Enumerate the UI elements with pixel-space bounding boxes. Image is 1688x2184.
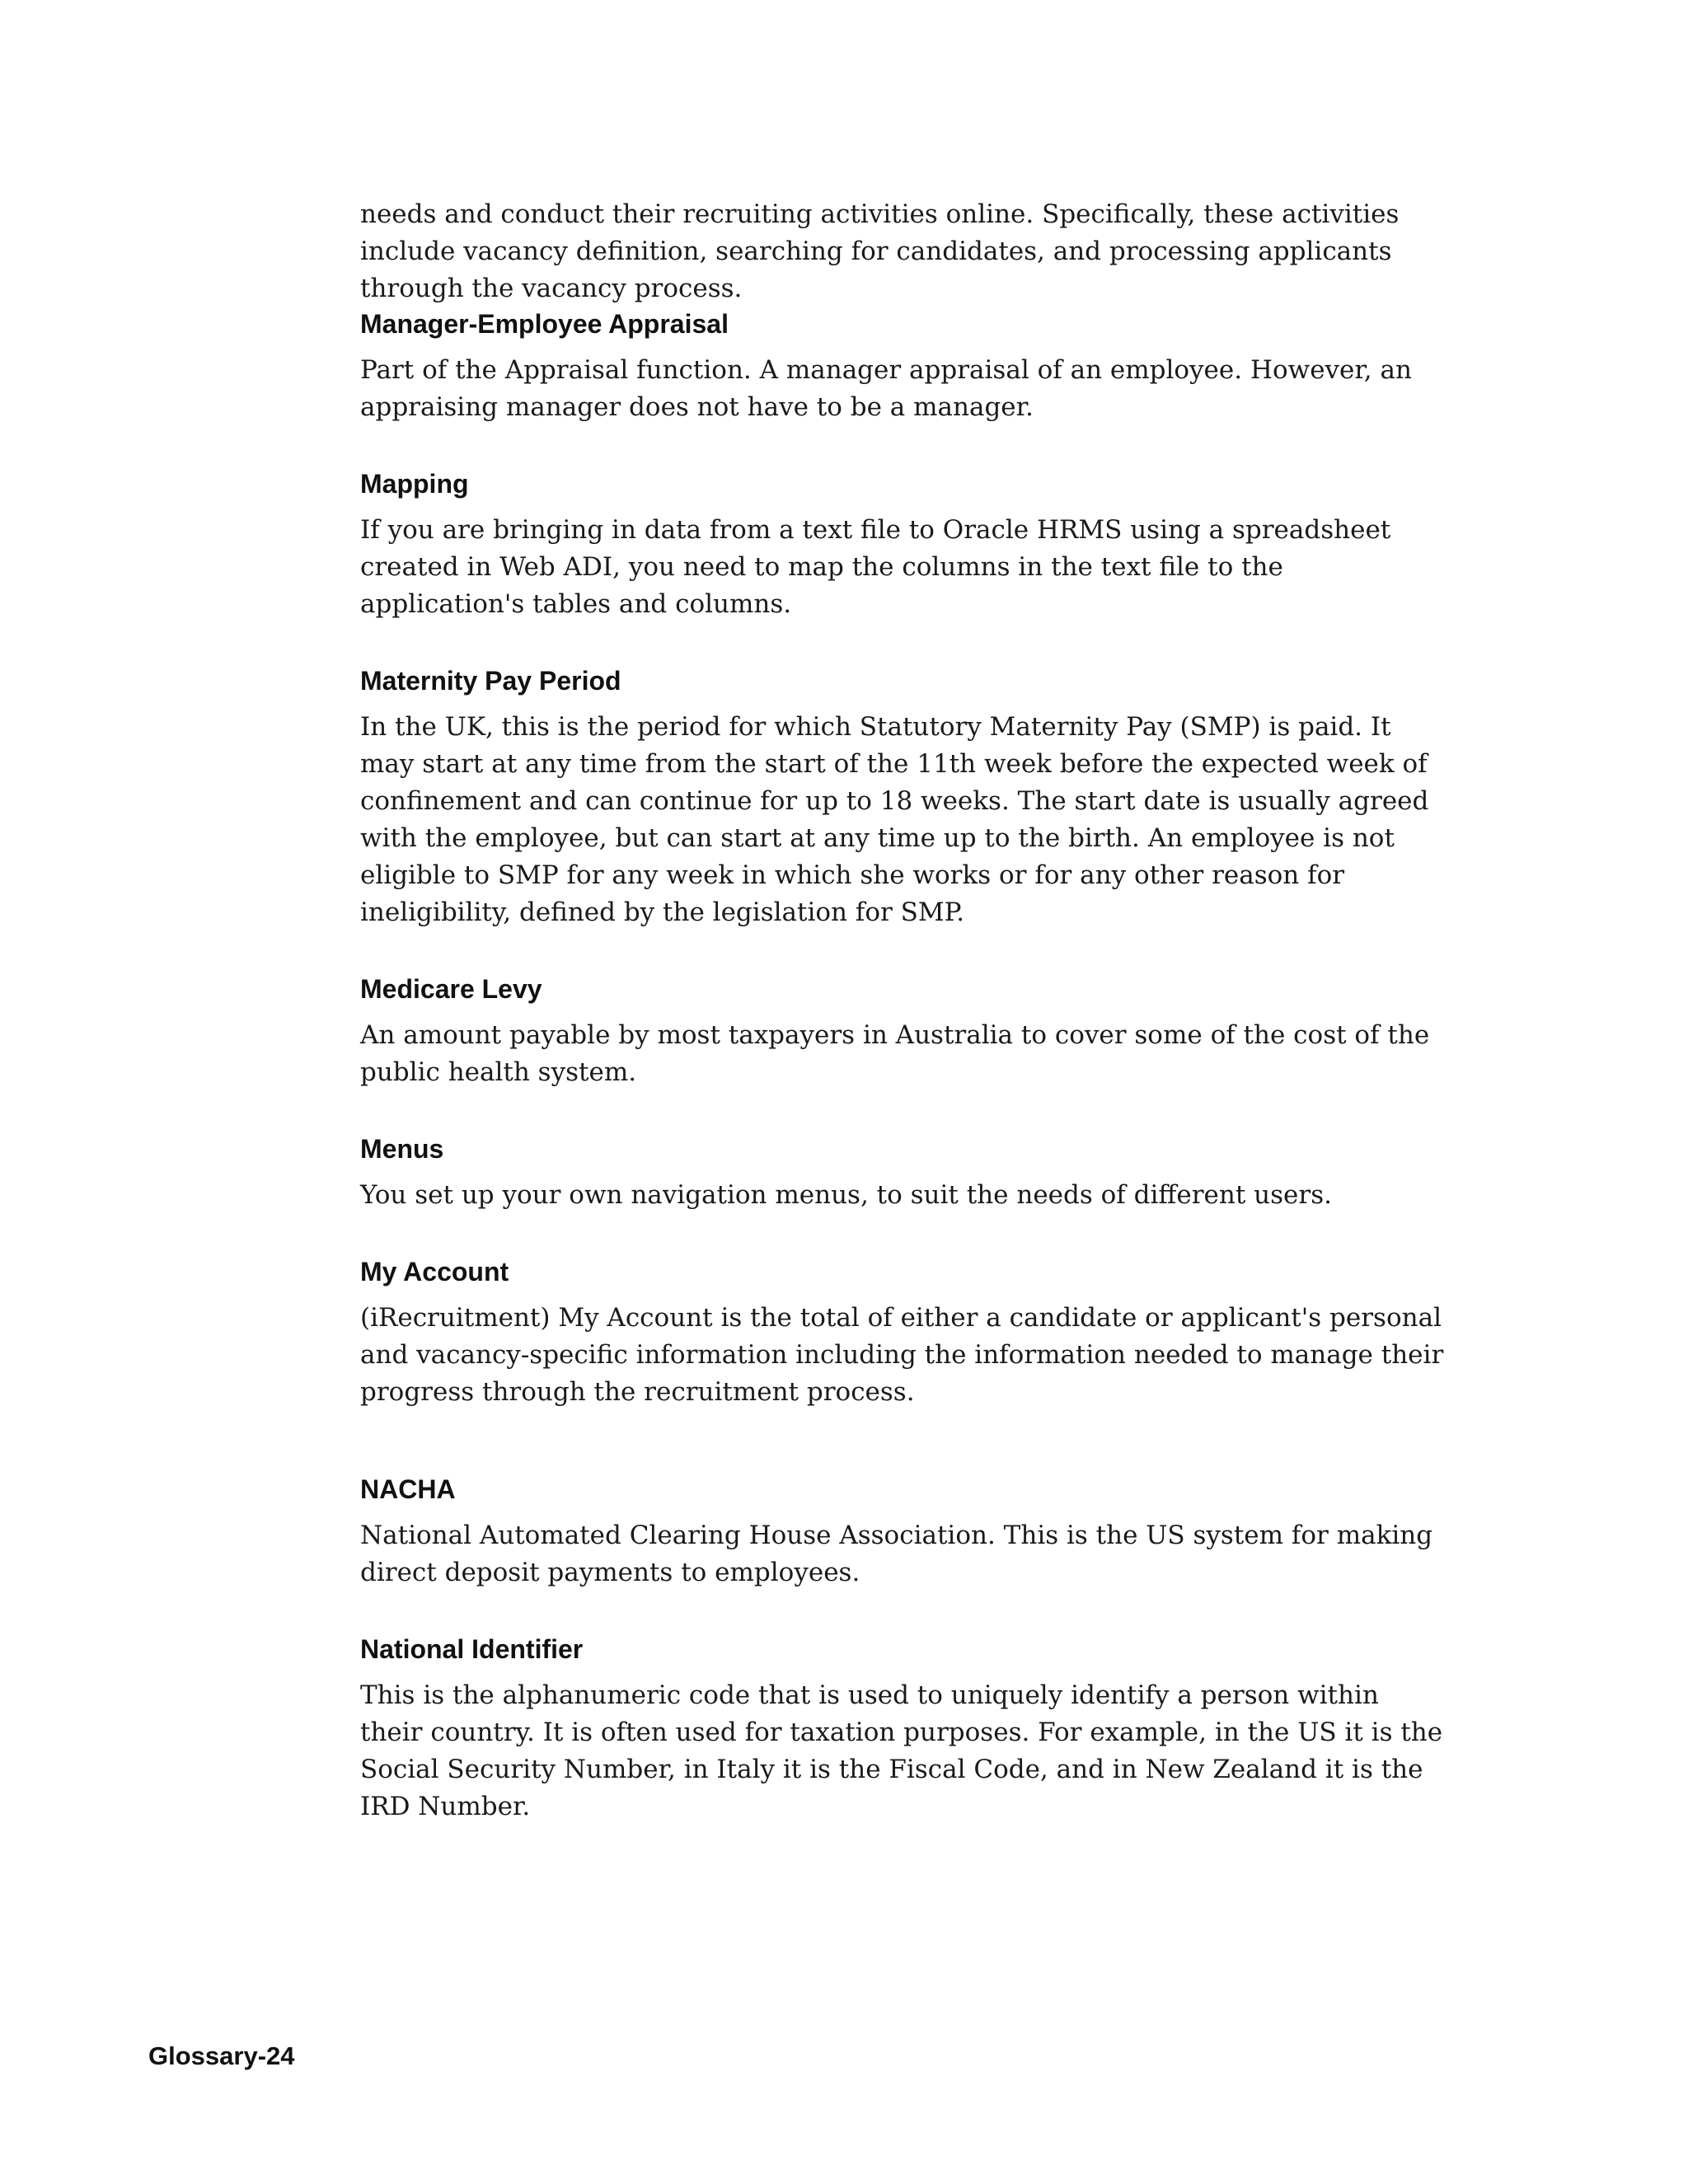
intro-paragraph: needs and conduct their recruiting activities online. Specifically, these activities include vacancy definition, searching for candidates, and processing applicants through the vacancy process. (360, 199, 1400, 303)
glossary-entry-maternity-pay-period (360, 664, 1448, 931)
glossary-entry-menus (360, 1132, 1448, 1214)
glossary-definition: If you are bringing in data from a text file to Oracle HRMS using a spreadsheet created in Web ADI, you need to map the columns in the text file to the application's tables and columns. (360, 515, 1391, 619)
glossary-term: NACHA (360, 1474, 456, 1504)
glossary-content (360, 196, 1448, 1867)
glossary-entry-medicare-levy (360, 972, 1448, 1091)
glossary-term: National Identifier (360, 1634, 584, 1664)
glossary-term: Manager-Employee Appraisal (360, 309, 729, 339)
glossary-term: Medicare Levy (360, 974, 542, 1004)
glossary-term: Menus (360, 1134, 444, 1164)
glossary-definition: National Automated Clearing House Association. This is the US system for making direct deposit payments to employees. (360, 1521, 1433, 1587)
glossary-term: Mapping (360, 469, 469, 499)
glossary-definition: Part of the Appraisal function. A manager appraisal of an employee. However, an appraising manager does not have to be a manager. (360, 355, 1412, 422)
glossary-definition: In the UK, this is the period for which Statutory Maternity Pay (SMP) is paid. It may start at any time from the start of the 11th week before the expected week of confinement and can continue for up to 18 weeks. The start date is usually agreed with the employee, but can start at any time up to the birth. An employee is not eligible to SMP for any week in which she works or for any other reason for ineligibility, defined by the legislation for SMP. (360, 712, 1429, 927)
glossary-entry-my-account (360, 1255, 1448, 1411)
glossary-entry-manager-employee-appraisal (360, 307, 1448, 426)
page-number-footer: Glossary-24 (148, 2041, 295, 2070)
glossary-entry-mapping (360, 467, 1448, 623)
glossary-entry-national-identifier (360, 1633, 1448, 1825)
glossary-definition: (iRecruitment) My Account is the total of either a candidate or applicant's personal and vacancy-specific information including the information needed to manage their progress through the recruitment process. (360, 1303, 1444, 1407)
glossary-definition: An amount payable by most taxpayers in Australia to cover some of the cost of the public health system. (360, 1020, 1430, 1087)
glossary-definition: You set up your own navigation menus, to suit the needs of different users. (360, 1180, 1332, 1210)
glossary-term: Maternity Pay Period (360, 666, 621, 696)
glossary-entry-nacha (360, 1473, 1448, 1591)
glossary-term: My Account (360, 1257, 509, 1286)
glossary-definition: This is the alphanumeric code that is used to uniquely identify a person within their country. It is often used for taxation purposes. For example, in the US it is the Social Security Number, in Italy it is the Fiscal Code, and in New Zealand it is the IRD Number. (360, 1680, 1443, 1821)
